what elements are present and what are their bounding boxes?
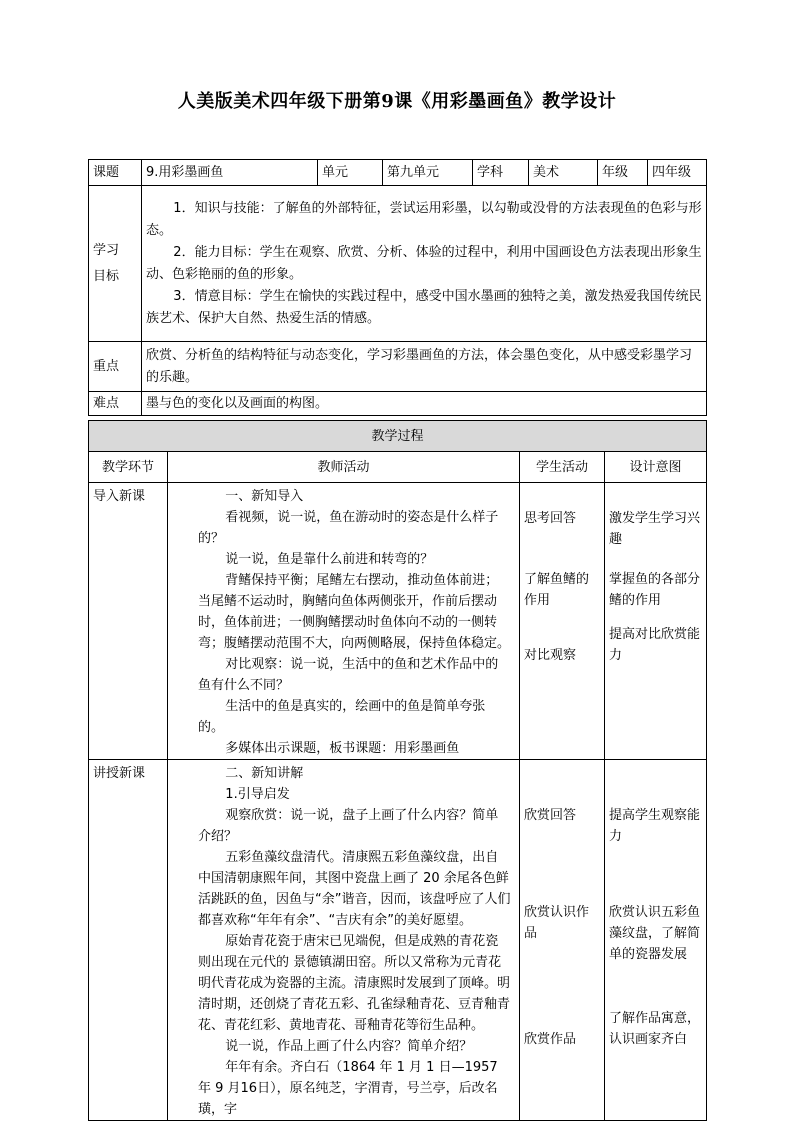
topic-value: 9.用彩墨画鱼	[142, 160, 318, 186]
unit-key: 单元	[318, 160, 383, 186]
difficulty-text: 墨与色的变化以及画面的构图。	[142, 392, 707, 416]
student-activity-intro: 思考回答 了解鱼鳍的作用 对比观察	[520, 483, 605, 760]
key-text: 欣赏、分析鱼的结构特征与动态变化，学习彩墨画鱼的方法，体会墨色变化，从中感受彩墨学习的乐趣。	[142, 342, 707, 392]
grade-value: 四年级	[648, 160, 707, 186]
table-row	[89, 483, 707, 760]
subject-key: 学科	[473, 160, 529, 186]
goals-content	[142, 186, 707, 342]
goal-item: 2．能力目标：学生在观察、欣赏、分析、体验的过程中，利用中国画设色方法表现出形象生动、色彩艳丽的鱼的形象。	[146, 244, 702, 282]
goal-item: 1．知识与技能：了解鱼的外部特征，尝试运用彩墨，以勾勒或没骨的方法表现鱼的色彩与形态。	[146, 200, 702, 238]
page-title: 人美版美术四年级下册第9课《用彩墨画鱼》教学设计	[177, 91, 617, 112]
header-teacher: 教师活动	[168, 452, 520, 483]
teacher-activity-new: 二、新知讲解 1.引导启发 观察欣赏：说一说，盘子上画了什么内容？简单介绍？ 五彩鱼藻纹盘清代。清康熙五彩鱼藻纹盘，出自中国清朝康熙年间，其图中瓷盘上画了 20 余尾各色鲜活跳跃的鱼，因鱼与“余”谐音，因而，该盘呼应了人们都喜欢称“年年有余”、“吉庆有余”的美好愿望。 原始青花瓷于唐宋已见端倪，但是成熟的青花瓷则出现在元代的 景德镇湖田窑。所以又常称为元青花 明代青花成为瓷器的主流。清康熙时发展到了顶峰。明清时期，还创烧了青花五彩、孔雀绿釉青花、豆青釉青花、青花红彩、黄地青花、哥釉青花等衍生品种。 说一说，作品上画了什么内容？简单介绍？ 年年有余。齐白石（1864 年 1 月 1 日—1957 年 9 月16日），原名纯芝，字渭青，号兰亭，后改名璜，字	[168, 760, 520, 1121]
header-stage: 教学环节	[89, 452, 168, 483]
stage-intro: 导入新课	[89, 483, 168, 760]
goal-item: 3．情意目标：学生在愉快的实践过程中，感受中国水墨画的独特之美，激发热爱我国传统民族艺术、保护大自然、热爱生活的情感。	[146, 288, 702, 326]
table-row	[89, 760, 707, 1121]
difficulty-label: 难点	[89, 392, 142, 416]
process-title: 教学过程	[89, 421, 707, 452]
subject-value: 美术	[529, 160, 598, 186]
stage-new: 讲授新课	[89, 760, 168, 1121]
grade-key: 年级	[598, 160, 648, 186]
header-student: 学生活动	[520, 452, 605, 483]
goals-label: 学习目标	[89, 186, 142, 342]
teaching-process-table	[88, 420, 707, 1121]
header-intent: 设计意图	[605, 452, 707, 483]
lesson-info-table	[88, 159, 707, 416]
intent-intro: 激发学生学习兴趣 掌握鱼的各部分鳍的作用 提高对比欣赏能力	[605, 483, 707, 760]
key-label: 重点	[89, 342, 142, 392]
teacher-activity-intro: 一、新知导入 看视频，说一说，鱼在游动时的姿态是什么样子的？ 说一说，鱼是靠什么前进和转弯的？ 背鳍保持平衡；尾鳍左右摆动，推动鱼体前进；当尾鳍不运动时，胸鳍向鱼体两侧张开，作前后摆动时，鱼体前进；一侧胸鳍摆动时鱼体向不动的一侧转弯；腹鳍摆动范围不大，向两侧略展，保持鱼体稳定。 对比观察：说一说，生活中的鱼和艺术作品中的鱼有什么不同？ 生活中的鱼是真实的，绘画中的鱼是简单夸张的。 多媒体出示课题，板书课题：用彩墨画鱼	[168, 483, 520, 760]
student-activity-new: 欣赏回答 欣赏认识作品 欣赏作品	[520, 760, 605, 1121]
intent-new: 提高学生观察能力 欣赏认识五彩鱼藻纹盘，了解简单的瓷器发展 了解作品寓意，认识画家齐白	[605, 760, 707, 1121]
topic-key: 课题	[89, 160, 142, 186]
unit-value: 第九单元	[383, 160, 473, 186]
